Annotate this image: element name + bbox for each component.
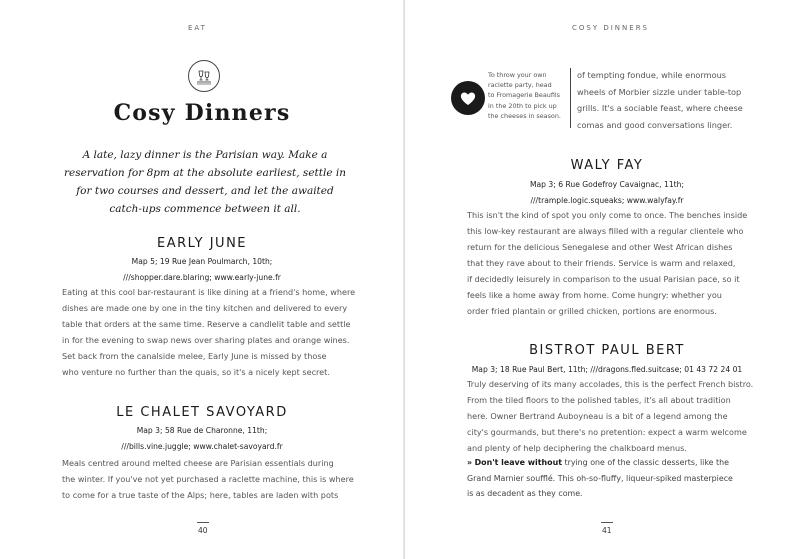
note-line: raclette party, head xyxy=(488,81,552,90)
body-line: dishes are made one by one in the tiny kitchen and delivered to every xyxy=(62,303,348,313)
heart-icon xyxy=(451,81,485,115)
body-line: and plenty of help deciphering the chalkboard menus. xyxy=(467,443,687,453)
intro-paragraph xyxy=(60,146,350,218)
note-line: the cheeses in season. xyxy=(488,111,561,120)
page-title: Cosy Dinners xyxy=(113,100,291,126)
tip-marker: » xyxy=(467,458,473,467)
intro-line: catch-ups commence between it all. xyxy=(109,203,301,215)
tip-line: Grand Marnier soufflé. This oh-so-fluffy, liqueur-spiked masterpiece xyxy=(467,473,733,483)
venue-address-le-chalet-savoyard xyxy=(0,423,404,454)
venue-heading-bistrot-paul-bert: BISTROT PAUL BERT xyxy=(529,343,685,358)
body-line: of tempting fondue, while enormous xyxy=(577,70,727,80)
body-line: this low-key restaurant are always filled with a regular clientele who xyxy=(467,226,744,236)
note-line: to Fromagerie Beaufils xyxy=(488,91,560,100)
venue-body-early-june xyxy=(62,284,356,380)
wine-glasses-icon xyxy=(188,60,220,92)
venue-address-early-june xyxy=(0,254,404,285)
venue-address-line: Map 3; 6 Rue Godefroy Cavaignac, 11th; xyxy=(529,180,685,189)
venue-heading-le-chalet-savoyard: LE CHALET SAVOYARD xyxy=(116,405,288,420)
tip-line xyxy=(467,455,767,471)
body-line: Meals centred around melted cheese are Parisian essentials during xyxy=(62,458,334,468)
intro-line: for two courses and dessert, and let the awaited xyxy=(76,185,334,197)
body-line: From the tiled floors to the polished tables, it's all about tradition xyxy=(467,395,731,405)
sidebar-note xyxy=(488,70,564,121)
venue-body-le-chalet-savoyard xyxy=(62,455,352,503)
body-line: order fried plantain or grilled chicken, portions are enormous. xyxy=(467,306,717,316)
note-line: in the 20th to pick up xyxy=(488,101,557,110)
venue-web-line: ///shopper.dare.blaring; www.early-june.fr xyxy=(123,272,281,282)
note-line: To throw your own xyxy=(488,71,547,79)
dont-leave-without-tip xyxy=(467,455,767,502)
body-line: here. Owner Bertrand Auboyneau is a bit of a legend among the xyxy=(467,411,728,421)
body-line: This isn't the kind of spot you only come to once. The benches inside xyxy=(467,210,748,220)
body-line: comas and good conversations linger. xyxy=(577,119,733,130)
body-line: grills. It's a sociable feast, where cheese xyxy=(577,103,743,113)
body-line: feels like a home away from home. Come hungry: whether you xyxy=(467,290,722,300)
venue-address-waly-fay xyxy=(405,177,809,208)
venue-address-bistrot-paul-bert: Map 3; 18 Rue Paul Bert, 11th; ///dragons.fled.suitcase; 01 43 72 24 01 xyxy=(471,365,743,374)
body-line: city's gourmands, but there's no pretention: expect a warm welcome xyxy=(467,427,747,437)
intro-line: A late, lazy dinner is the Parisian way. Make a xyxy=(82,149,328,161)
venue-address-line: Map 5; 19 Rue Jean Poulmarch, 10th; xyxy=(131,257,273,266)
venue-body-bistrot-paul-bert xyxy=(467,376,767,456)
body-line: wheels of Morbier sizzle under table-top xyxy=(577,86,742,97)
page-number-right: 41 xyxy=(602,526,612,535)
body-line: to come for a true taste of the Alps; here, tables are laden with pots xyxy=(62,490,339,500)
body-line: who venture no further than the quais, so it's a nicely kept secret. xyxy=(62,367,330,377)
tip-line: is as decadent as they come. xyxy=(467,489,583,498)
tip-text: trying one of the classic desserts, like the xyxy=(561,458,729,467)
venue-web-line: ///trample.logic.squeaks; www.walyfay.fr xyxy=(530,195,684,205)
venue-body-waly-fay xyxy=(467,207,767,319)
body-line: table that orders at the same time. Reserve a candlelit table and settle xyxy=(62,319,351,329)
venue-heading-waly-fay: WALY FAY xyxy=(570,158,644,173)
venue-web-line: ///bills.vine.juggle; www.chalet-savoyard.fr xyxy=(121,441,283,451)
body-line: the winter. If you've not yet purchased a raclette machine, this is where xyxy=(62,474,354,484)
body-line: Set back from the canalside melee, Early June is missed by those xyxy=(62,351,327,361)
running-head-left: EAT xyxy=(188,24,207,32)
left-page xyxy=(0,0,404,559)
venue-heading-early-june: EARLY JUNE xyxy=(156,236,248,251)
venue-address-line: Map 3; 58 Rue de Charonne, 11th; xyxy=(136,426,268,435)
tip-label: Don't leave without xyxy=(474,458,562,467)
intro-line: reservation for 8pm at the absolute earliest, settle in xyxy=(63,167,347,179)
body-line: Eating at this cool bar-restaurant is like dining at a friend's home, where xyxy=(62,287,356,297)
body-line: Truly deserving of its many accolades, this is the perfect French bistro. xyxy=(467,379,754,389)
running-head-right: COSY DINNERS xyxy=(572,24,649,32)
body-line: in for the evening to swap news over sharing plates and orange wines. xyxy=(62,335,350,345)
continued-body xyxy=(577,67,777,133)
body-line: that they rave about to their friends. Service is warm and relaxed, xyxy=(467,258,736,268)
body-line: return for the delicious Senegalese and other West African dishes xyxy=(467,242,733,252)
page-number-left: 40 xyxy=(198,526,208,535)
body-line: if decidedly leisurely in comparison to the usual Parisian pace, so it xyxy=(467,274,740,284)
note-divider xyxy=(570,68,571,128)
